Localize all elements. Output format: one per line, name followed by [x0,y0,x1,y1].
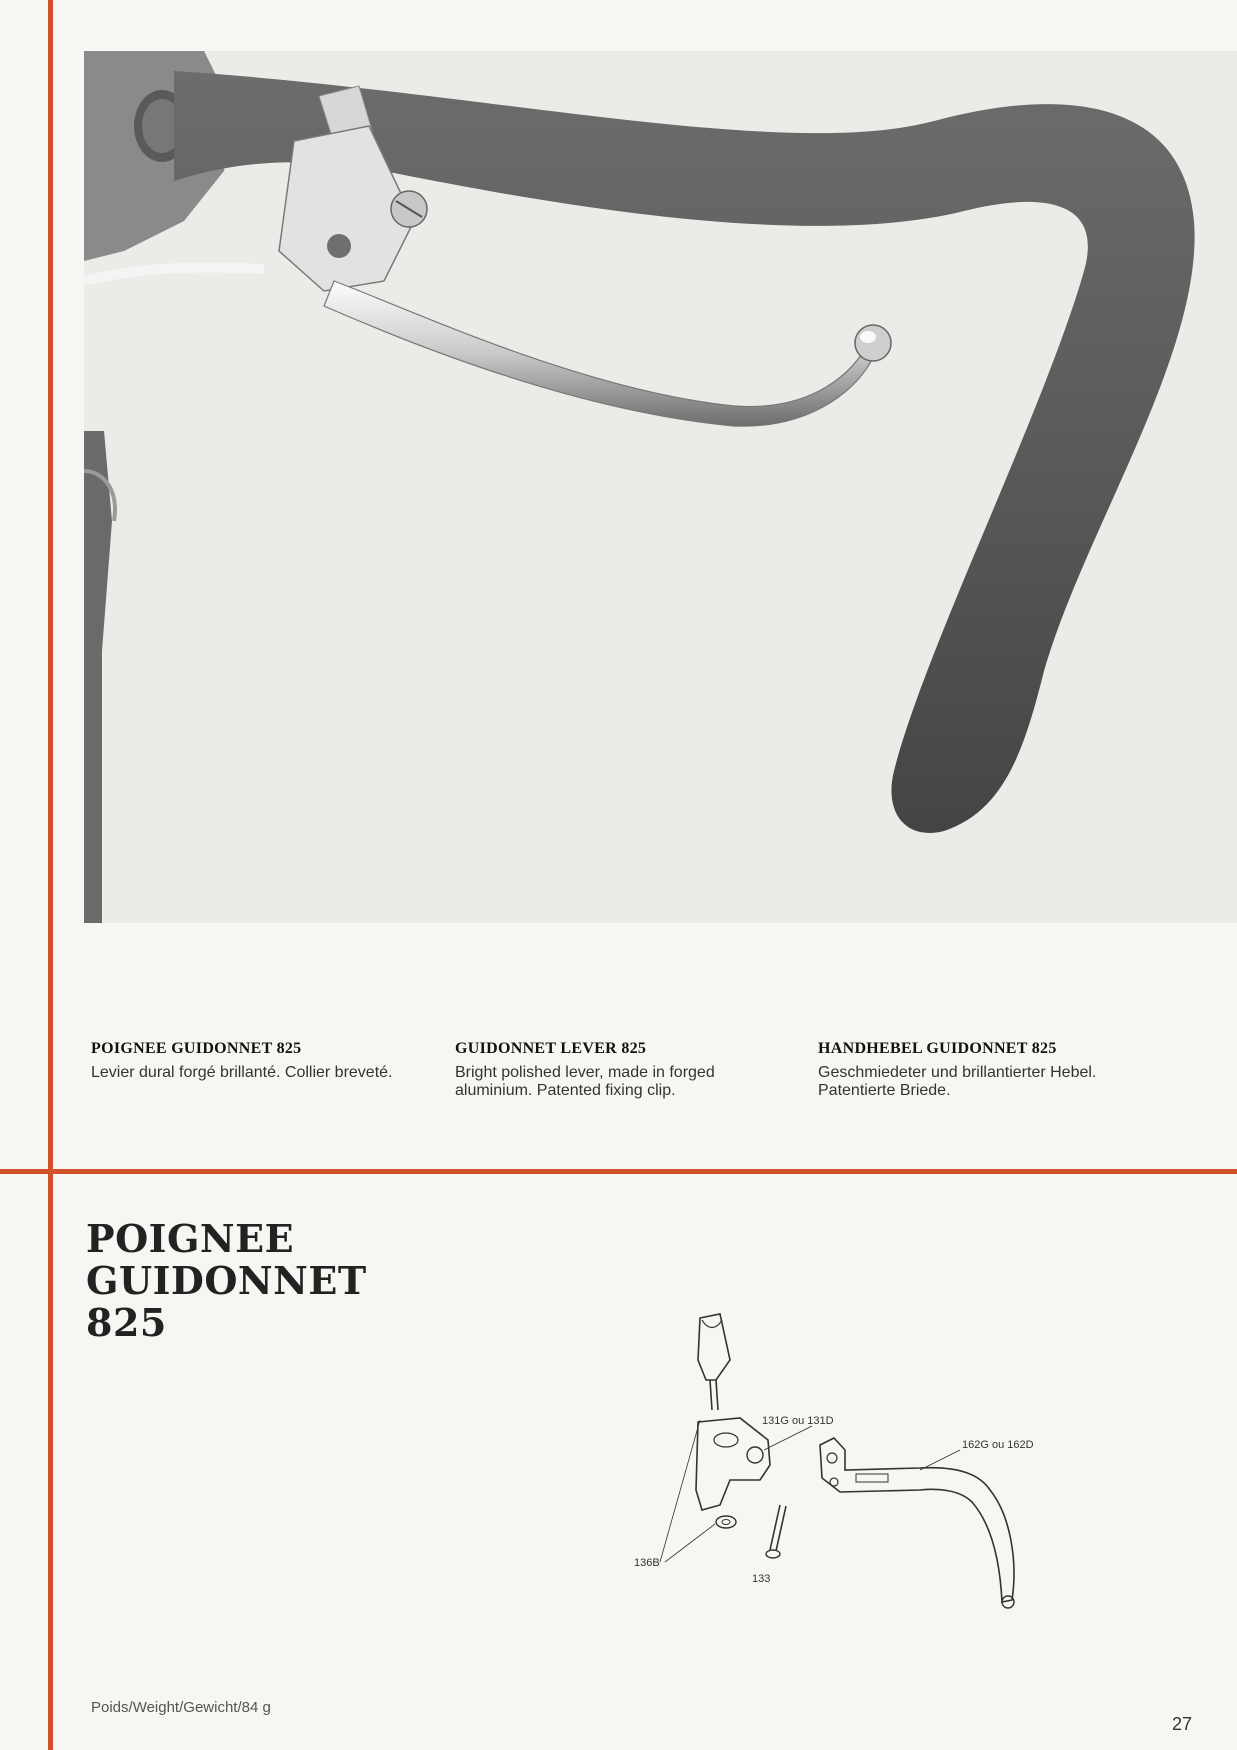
horizontal-accent-rule [0,1169,1237,1174]
caption-heading: GUIDONNET LEVER 825 [455,1040,647,1057]
parts-diagram [620,1300,1080,1630]
title-line: 825 [86,1300,167,1345]
caption-heading: HANDHEBEL GUIDONNET 825 [818,1040,1057,1057]
title-line: GUIDONNET [86,1258,367,1303]
caption-heading: POIGNEE GUIDONNET 825 [91,1040,302,1057]
caption-english [455,1040,775,1100]
screw-part-drawing [766,1505,786,1558]
part-label-screw: 133 [752,1573,771,1585]
part-label-clip: 131G ou 131D [762,1415,834,1427]
title-line: POIGNEE [86,1216,295,1261]
lever-part-drawing [820,1438,1014,1608]
clip-part-drawing [698,1314,730,1410]
caption-german [818,1040,1138,1100]
page-title [86,1218,367,1344]
handlebar-lever-illustration [84,51,1237,923]
weight-spec: Poids/Weight/Gewicht/84 g [91,1699,271,1716]
caption-text: Bright polished lever, made in forged aluminium. Patented fixing clip. [455,1064,715,1099]
part-label-nut: 136B [634,1557,660,1569]
product-photo [84,51,1237,923]
page-number: 27 [1172,1714,1193,1734]
caption-text: Geschmiedeter und brillantierter Hebel. Patentierte Briede. [818,1064,1097,1099]
clamp-body-drawing [696,1418,770,1510]
caption-french [91,1040,411,1082]
nut-part-drawing [716,1516,736,1528]
part-label-lever: 162G ou 162D [962,1439,1034,1451]
vertical-accent-rule [48,0,53,1750]
caption-text: Levier dural forgé brillanté. Collier breveté. [91,1064,393,1081]
